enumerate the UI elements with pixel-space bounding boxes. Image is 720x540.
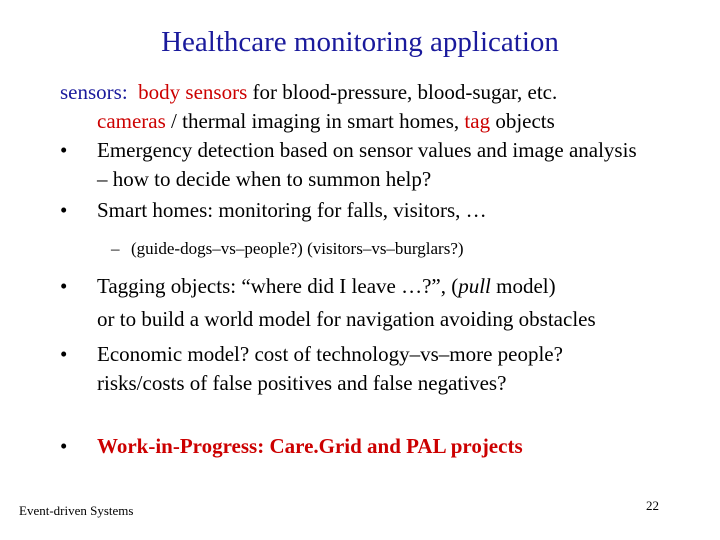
tag-term: tag <box>464 109 491 133</box>
bullet-marker: • <box>60 274 68 298</box>
pull-term: pull <box>458 274 491 298</box>
emergency-detection-line-1: Emergency detection based on sensor values and image analysis <box>97 138 637 162</box>
work-in-progress-line: Work-in-Progress: Care.Grid and PAL projects <box>97 434 523 458</box>
sub-item-text: (guide-dogs–vs–people?) (visitors–vs–burglars?) <box>131 239 464 258</box>
sub-item-dash: – <box>111 239 120 258</box>
intro-line-1-rest: for blood-pressure, blood-sugar, etc. <box>247 80 558 104</box>
intro-line-2-mid: / thermal imaging in smart homes, <box>165 109 465 133</box>
tagging-objects-line-2: or to build a world model for navigation avoiding obstacles <box>97 307 596 331</box>
tagging-objects-line-1 <box>97 274 556 298</box>
intro-line-2-rest: objects <box>490 109 555 133</box>
bullet-marker: • <box>60 198 68 222</box>
emergency-detection-line-2: – how to decide when to summon help? <box>97 167 432 191</box>
economic-model-line-1: Economic model? cost of technology–vs–more people? <box>97 342 563 366</box>
page-number: 22 <box>646 498 659 513</box>
bullet-marker: • <box>60 434 68 458</box>
slide-title: Healthcare monitoring application <box>161 26 559 58</box>
cameras-term: cameras <box>97 109 166 133</box>
bullet-marker: • <box>60 342 68 366</box>
intro-line-1 <box>60 80 557 104</box>
footer-text: Event-driven Systems <box>19 503 134 518</box>
intro-line-2 <box>97 109 555 133</box>
body-sensors-term: body sensors <box>138 80 248 104</box>
economic-model-line-2: risks/costs of false positives and false negatives? <box>97 371 507 395</box>
tagging-part-2: model) <box>490 274 556 298</box>
smart-homes-line: Smart homes: monitoring for falls, visitors, … <box>97 198 487 222</box>
tagging-part-1: Tagging objects: “where did I leave …?”, ( <box>97 274 459 298</box>
sensors-label: sensors: <box>60 80 128 104</box>
bullet-marker: • <box>60 138 68 162</box>
